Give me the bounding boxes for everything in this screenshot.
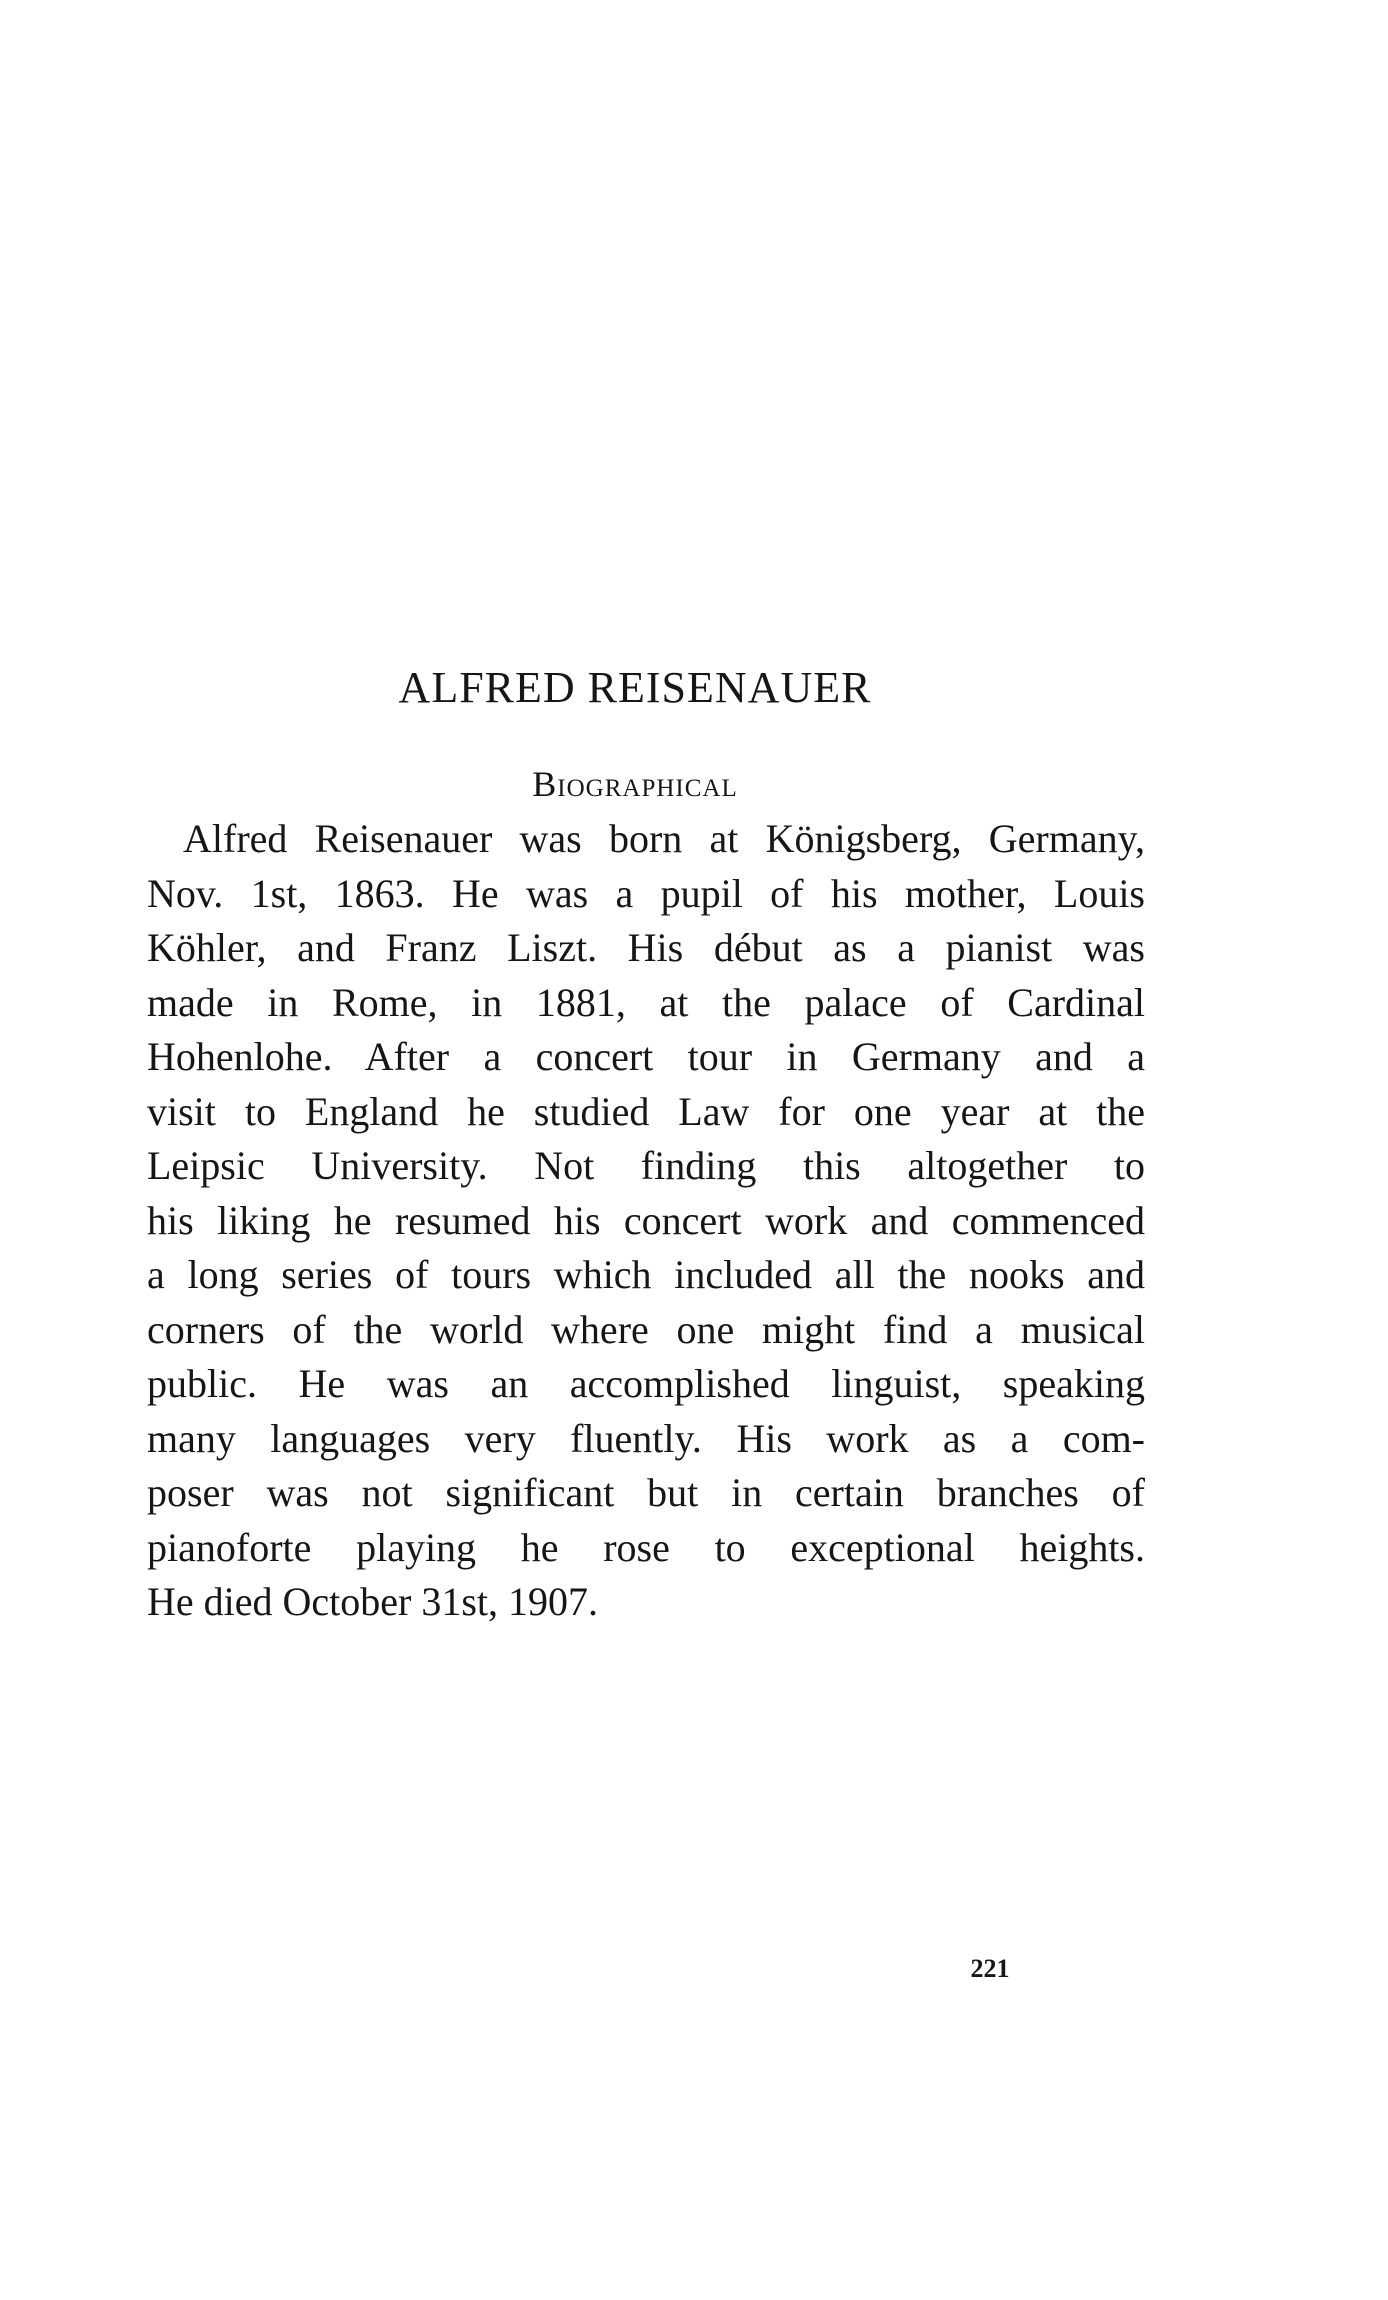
text-line: Köhler, and Franz Liszt. His début as a pianist was bbox=[147, 925, 1145, 970]
section-subtitle: Biographical bbox=[532, 764, 738, 804]
text-line: corners of the world where one might find a musical bbox=[147, 1306, 1145, 1352]
chapter-title: ALFRED REISENAUER bbox=[398, 663, 872, 712]
text-line: a long series of tours which included all the nooks and bbox=[147, 1252, 1145, 1297]
text-line: Nov. 1st, 1863. He was a pupil of his mother, Louis bbox=[147, 870, 1145, 916]
biography-paragraph bbox=[147, 812, 1145, 1630]
text-line: Hohenlohe. After a concert tour in Germany and a bbox=[147, 1034, 1145, 1079]
text-line: his liking he resumed his concert work and commenced bbox=[147, 1197, 1145, 1243]
text-line: He died October 31st, 1907. bbox=[147, 1579, 599, 1624]
page-number: 221 bbox=[970, 1954, 1010, 1983]
text-line: many languages very fluently. His work as a com- bbox=[147, 1415, 1145, 1461]
text-line: made in Rome, in 1881, at the palace of Cardinal bbox=[147, 979, 1145, 1025]
text-line: Leipsic University. Not finding this altogether to bbox=[147, 1143, 1145, 1188]
text-line: Alfred Reisenauer was born at Königsberg, Germany, bbox=[183, 816, 1145, 861]
text-line: public. He was an accomplished linguist, speaking bbox=[147, 1361, 1145, 1406]
text-line: poser was not significant but in certain branches of bbox=[147, 1470, 1145, 1515]
text-line: pianoforte playing he rose to exceptional heights. bbox=[147, 1524, 1145, 1570]
text-line: visit to England he studied Law for one year at the bbox=[147, 1088, 1145, 1134]
